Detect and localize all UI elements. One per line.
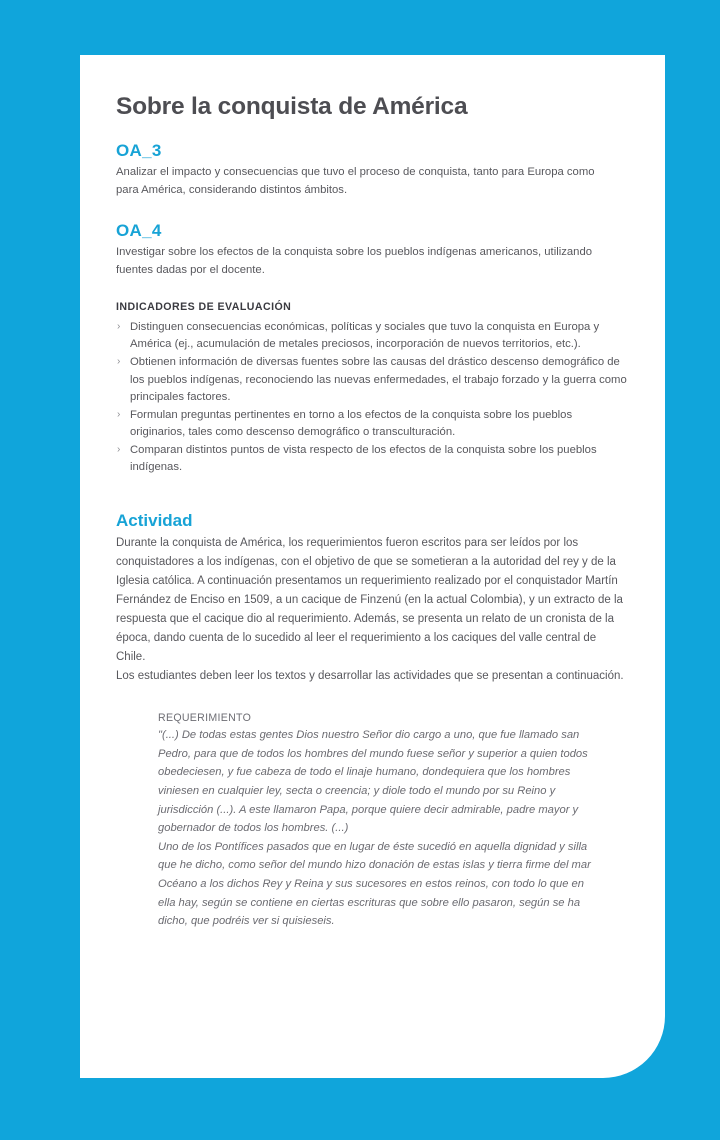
- quote-label: REQUERIMIENTO: [158, 712, 252, 725]
- activity-paragraph-2: Los estudiantes deben leer los textos y desarrollar las actividades que se presentan a continuación.: [116, 670, 624, 683]
- activity-paragraph-1: Durante la conquista de América, los requerimientos fueron escritos para ser leídos por los conquistadores a los indígenas, con el objetivo de que se sometieran a la autoridad del rey y de la Iglesia católica. A continuación presentamos un requerimiento realizado por el conquistador Martín Fernández de Enciso en 1509, a un cacique de Finzenú (en la actual Colombia), y un extracto de la respuesta que el cacique dio al requerimiento. Además, se presenta un relato de un cronista de la época, dando cuenta de lo sucedido al leer el requerimiento a los caciques del valle central de Chile.: [116, 536, 623, 664]
- chevron-right-icon: ›: [117, 408, 121, 420]
- requerimiento-quote-block: [158, 712, 598, 931]
- list-item: [116, 319, 629, 353]
- list-item: [116, 407, 629, 441]
- document-page: [80, 55, 665, 1078]
- list-item-text: Comparan distintos puntos de vista respecto de los efectos de la conquista sobre los pueblos indígenas.: [130, 444, 597, 474]
- quote-paragraph-1: "(...) De todas estas gentes Dios nuestro Señor dio cargo a uno, que fue llamado san Pedro, para que de todos los hombres del mundo fuese señor y superior a quien todos obedeciesen, y fue cabeza de todo el linaje humano, dondequiera que los hombres viniesen en cualquier ley, secta o creencia; y diole todo el mundo por su Reino y jurisdicción (...). A este llamaron Papa, porque quiere decir admirable, padre mayor y gobernador de todos los hombres. (...): [158, 729, 588, 835]
- indicators-heading: INDICADORES DE EVALUACIÓN: [116, 301, 292, 314]
- list-item-text: Formulan preguntas pertinentes en torno a los efectos de la conquista sobre los pueblos originarios, tales como descenso demográfico o transculturación.: [130, 408, 573, 439]
- list-item-text: Obtienen información de diversas fuentes sobre las causas del drástico descenso demográfico de los pueblos indígenas, reconociendo las nuevas enfermedades, el trabajo forzado y la guerra como principales factores.: [130, 356, 627, 403]
- chevron-right-icon: ›: [117, 321, 121, 333]
- objective-oa3-block: [116, 141, 629, 199]
- objective-code-oa3: OA_3: [116, 141, 162, 161]
- objective-oa4-block: [116, 221, 629, 279]
- chevron-right-icon: ›: [117, 444, 121, 456]
- objective-code-oa4: OA_4: [116, 221, 162, 241]
- indicators-list: [116, 319, 629, 476]
- objective-text-oa4: Investigar sobre los efectos de la conquista sobre los pueblos indígenas americanos, utilizando fuentes dadas por el docente.: [116, 246, 593, 276]
- page-title: Sobre la conquista de América: [116, 93, 468, 120]
- objective-text-oa3: Analizar el impacto y consecuencias que tuvo el proceso de conquista, tanto para Europa como para América, considerando distintos ámbitos.: [116, 166, 595, 196]
- list-item-text: Distinguen consecuencias económicas, políticas y sociales que tuvo la conquista en Europa y América (ej., acumulación de metales preciosos, incorporación de nuevos territorios, etc.).: [130, 321, 600, 351]
- list-item: [116, 442, 629, 476]
- list-item: [116, 354, 629, 405]
- quote-paragraph-2: Uno de los Pontífices pasados que en lugar de éste sucedió en aquella dignidad y silla que he dicho, como señor del mundo hizo donación de estas islas y tierra firme del mar Océano a los dichos Rey y Reina y sus sucesores en estos reinos, con todo lo que en ella hay, según se contiene en ciertas escrituras que sobre ello pasaron, según se ha dicho, que podréis ver si quisieseis.: [158, 840, 591, 928]
- chevron-right-icon: ›: [117, 356, 121, 368]
- activity-heading: Actividad: [116, 510, 193, 530]
